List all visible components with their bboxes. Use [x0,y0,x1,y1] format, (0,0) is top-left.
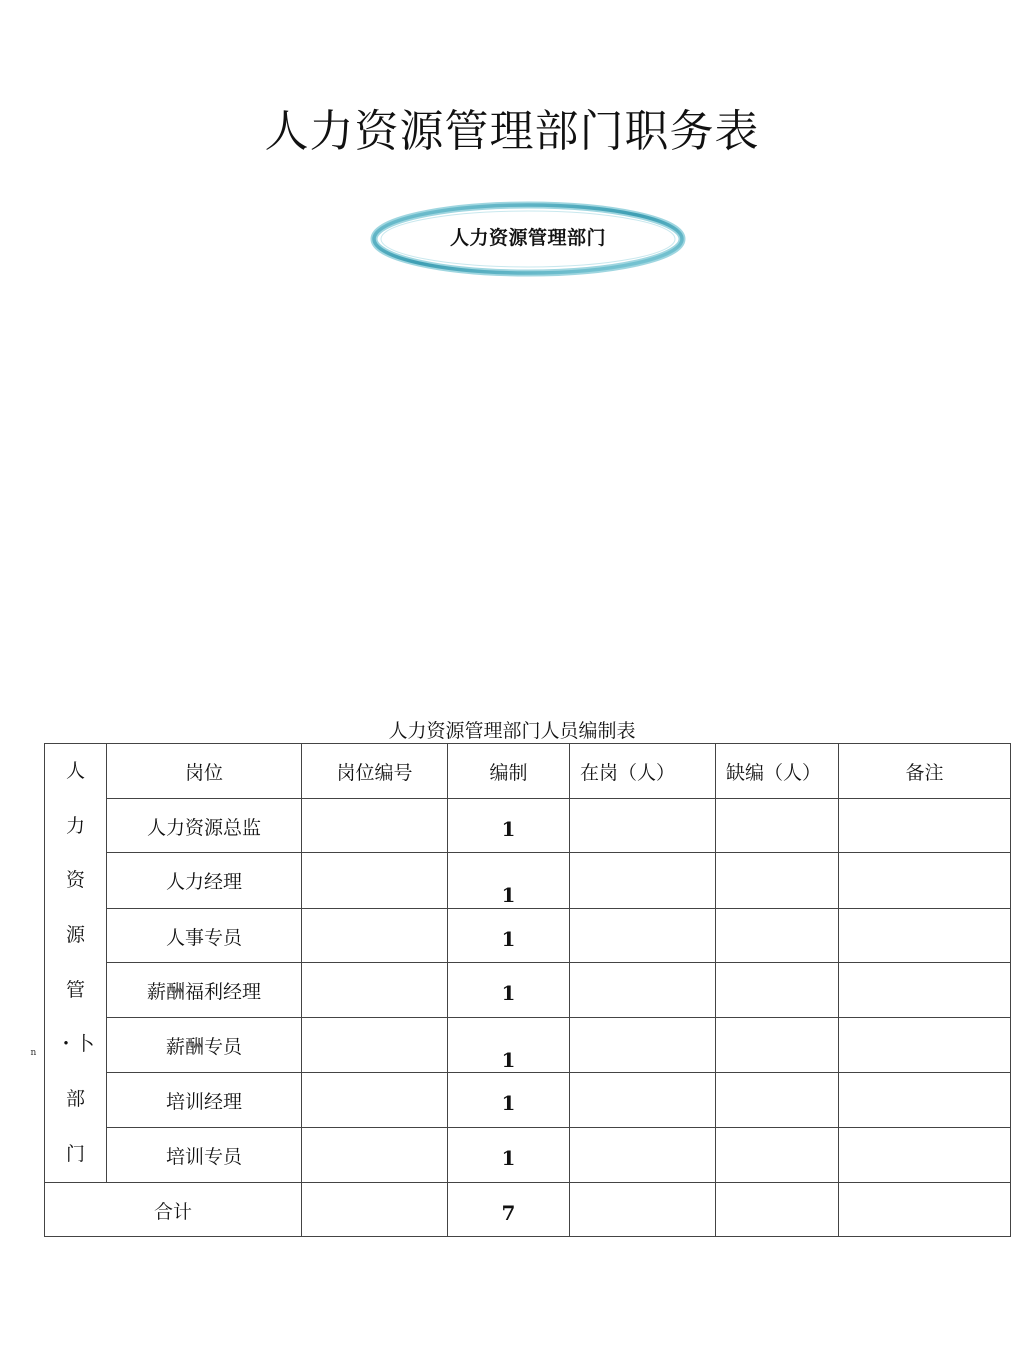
remarks-cell [839,798,1011,853]
on-duty-cell [570,1017,716,1073]
position-cell: 培训专员 [107,1127,302,1182]
org-chart-department-node [366,200,690,282]
dept-char: 源 [65,924,85,947]
dept-char: 管 [65,978,85,1001]
vacant-cell [716,1073,839,1128]
position-cell: 人力资源总监 [107,798,302,853]
header-on-duty: 在岗（人） [570,744,716,799]
department-vertical-text [30,744,106,1182]
table-row [45,1127,1011,1182]
quota-cell: 1 [448,1127,570,1182]
quota-cell: 1 [448,963,570,1018]
position-cell: 人力经理 [107,853,302,909]
on-duty-cell [570,1073,716,1128]
header-remarks: 备注 [839,744,1011,799]
remarks-cell [839,1017,1011,1073]
dept-char: 资 [65,869,85,892]
staffing-table [30,743,1011,1237]
total-position-code-cell [302,1182,448,1236]
on-duty-cell [570,908,716,963]
vacant-cell [716,1017,839,1073]
dept-char-wrapper [30,1017,95,1072]
position-cell: 薪酬专员 [107,1017,302,1073]
remarks-cell [839,1127,1011,1182]
dept-char: 人 [65,760,85,782]
position-cell: 培训经理 [107,1073,302,1128]
position-code-cell [302,963,448,1018]
dept-char: 力 [65,814,85,837]
total-on-duty-cell [570,1182,716,1236]
on-duty-cell [570,798,716,853]
header-quota: 编制 [448,744,570,799]
position-code-cell [302,798,448,853]
header-vacant: 缺编（人） [716,744,839,799]
table-row [45,853,1011,909]
remarks-cell [839,853,1011,909]
total-vacant-cell [716,1182,839,1236]
table-caption: 人力资源管理部门人员编制表 [388,720,636,742]
table-row [45,1073,1011,1128]
position-code-cell [302,1127,448,1182]
vacant-cell [716,963,839,1018]
remarks-cell [839,963,1011,1018]
remarks-cell [839,908,1011,963]
position-cell: 薪酬福利经理 [107,963,302,1018]
total-label-cell: 合计 [45,1182,302,1236]
vacant-cell [716,1127,839,1182]
quota-cell: 1 [448,853,570,909]
quota-cell: 1 [448,798,570,853]
vacant-cell [716,908,839,963]
table-total-row [45,1182,1011,1236]
position-cell: 人事专员 [107,908,302,963]
page-title: 人力资源管理部门职务表 [264,106,760,157]
remarks-cell [839,1073,1011,1128]
dept-char-mark: n [30,1048,37,1059]
table-row [45,908,1011,963]
department-node-label: 人力资源管理部门 [449,227,606,249]
position-code-cell [302,1073,448,1128]
quota-cell: 1 [448,1017,570,1073]
dept-char: ・卜 [56,1033,95,1056]
on-duty-cell [570,1127,716,1182]
total-quota-cell: 7 [448,1182,570,1236]
quota-cell: 1 [448,1073,570,1128]
quota-cell: 1 [448,908,570,963]
department-vertical-cell [30,744,107,1183]
table-row [45,963,1011,1018]
table-header-row [45,744,1011,799]
total-remarks-cell [839,1182,1011,1236]
on-duty-cell [570,853,716,909]
on-duty-cell [570,963,716,1018]
table-row [45,798,1011,853]
header-position: 岗位 [107,744,302,799]
vacant-cell [716,853,839,909]
position-code-cell [302,1017,448,1073]
dept-char: 部 [65,1088,85,1111]
position-code-cell [302,908,448,963]
table-row [45,1017,1011,1073]
header-position-code: 岗位编号 [302,744,448,799]
dept-char: 门 [65,1142,85,1165]
vacant-cell [716,798,839,853]
position-code-cell [302,853,448,909]
